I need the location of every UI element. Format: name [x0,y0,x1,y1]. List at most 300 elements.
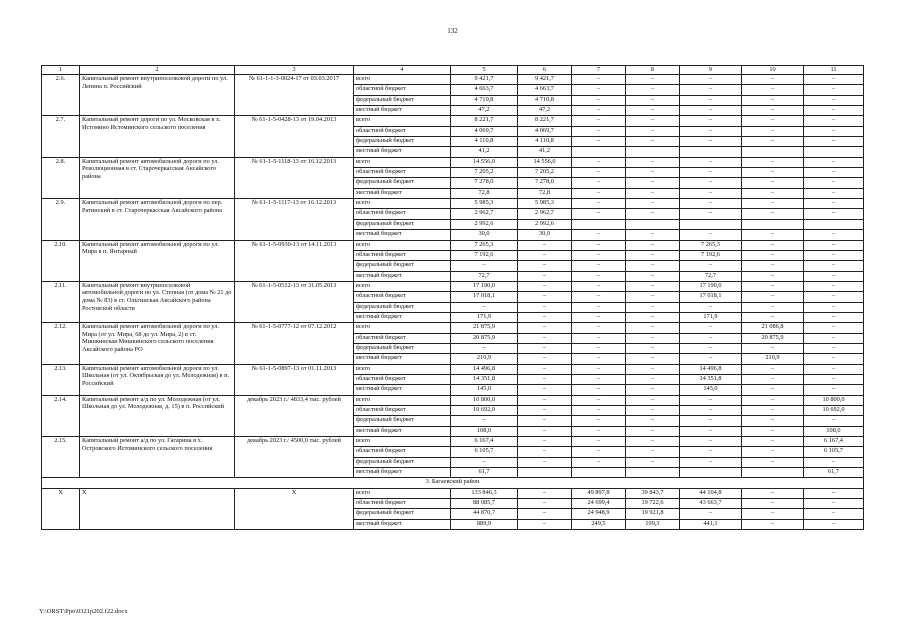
amount-cell: – [742,250,804,260]
section-row [42,478,864,488]
amount-cell: 441,1 [680,519,742,529]
amount-cell: – [742,240,804,250]
amount-cell: – [804,519,864,529]
document-ref: № 61-1-5-1118-13 от 16.12.2013 [235,157,354,198]
amount-cell: – [742,209,804,219]
amount-cell: – [742,364,804,374]
document-ref: декабрь 2023 г./ 4500,0 тыс. рублей [235,437,354,478]
amount-cell: 30,0 [518,230,572,240]
object-name: Капитальный ремонт а/д по ул. Гагарина в х. Островского Истоминского сельского поселения [80,437,235,478]
funding-source: местный бюджет [354,106,451,116]
amount-cell: – [742,178,804,188]
funding-source: местный бюджет [354,354,451,364]
amount-cell: – [680,416,742,426]
amount-cell: – [742,395,804,405]
amount-cell: 6 105,7 [804,447,864,457]
amount-cell: – [626,271,680,281]
amount-cell: – [742,406,804,416]
amount-cell: – [572,199,626,209]
amount-cell: – [518,302,572,312]
amount-cell: – [518,271,572,281]
amount-cell [742,468,804,478]
amount-cell: – [680,447,742,457]
object-name: Х [80,488,235,529]
amount-cell: – [451,416,518,426]
item-number: 2.15. [42,437,80,478]
amount-cell: – [742,374,804,384]
amount-cell: – [804,75,864,85]
amount-cell: – [804,137,864,147]
funding-source: всего [354,75,451,85]
amount-cell: – [680,168,742,178]
funding-source: областной бюджет [354,250,451,260]
amount-cell: – [804,343,864,353]
funding-source: всего [354,116,451,126]
amount-cell: – [742,75,804,85]
amount-cell: 6 167,4 [451,437,518,447]
amount-cell [518,468,572,478]
amount-cell: – [518,323,572,333]
header-row [42,66,864,75]
amount-cell: – [680,261,742,271]
amount-cell: – [804,281,864,291]
funding-source: областной бюджет [354,499,451,509]
amount-cell: – [626,85,680,95]
amount-cell: – [451,343,518,353]
funding-source: федеральный бюджет [354,302,451,312]
amount-cell: – [804,209,864,219]
funding-source: всего [354,364,451,374]
amount-cell: – [742,106,804,116]
funding-source: местный бюджет [354,312,451,322]
item-number: 2.9. [42,199,80,240]
amount-cell: – [626,126,680,136]
document-ref: № 61-1-5-0897-13 от 01.11.2013 [235,364,354,395]
amount-cell: 39 843,7 [626,488,680,498]
amount-cell: – [680,95,742,105]
amount-cell: 72,8 [451,188,518,198]
document-ref: № 61-1-5-0512-13 от 31.05.2013 [235,281,354,322]
amount-cell: 17 018,1 [680,292,742,302]
amount-cell: – [804,364,864,374]
amount-cell: 24 948,9 [572,509,626,519]
amount-cell: 7 205,2 [518,168,572,178]
amount-cell: 72,7 [680,271,742,281]
amount-cell: 10 800,0 [451,395,518,405]
amount-cell: – [572,261,626,271]
amount-cell: 210,9 [451,354,518,364]
column-header: 9 [680,66,742,75]
amount-cell [680,147,742,157]
amount-cell: 19 722,6 [626,499,680,509]
amount-cell: – [572,281,626,291]
amount-cell [572,219,626,229]
amount-cell: – [804,230,864,240]
amount-cell: – [804,271,864,281]
funding-source: областной бюджет [354,406,451,416]
item-number: 2.6. [42,75,80,116]
amount-cell: 7 192,6 [451,250,518,260]
funding-source: всего [354,157,451,167]
amount-cell [742,147,804,157]
amount-cell: – [572,271,626,281]
amount-cell: 7 265,3 [680,240,742,250]
amount-cell: – [680,75,742,85]
amount-cell [626,468,680,478]
funding-source: федеральный бюджет [354,343,451,353]
amount-cell [804,147,864,157]
amount-cell: 41,2 [518,147,572,157]
amount-cell: 2 992,6 [451,219,518,229]
amount-cell: – [742,385,804,395]
amount-cell: – [742,519,804,529]
amount-cell: – [742,126,804,136]
amount-cell: 17 190,0 [680,281,742,291]
amount-cell: 2 962,7 [451,209,518,219]
amount-cell: – [572,188,626,198]
amount-cell: – [804,292,864,302]
amount-cell: 171,9 [451,312,518,322]
amount-cell: – [742,230,804,240]
funding-source: местный бюджет [354,426,451,436]
amount-cell: – [742,137,804,147]
amount-cell: – [804,178,864,188]
object-name: Капитальный ремонт автомобильной дороги по ул. Школьная (от ул. Октябрьская до ул. Молодежная) в п. Российский [80,364,235,395]
amount-cell: – [518,499,572,509]
column-header: 4 [354,66,451,75]
amount-cell: – [626,230,680,240]
amount-cell: – [742,168,804,178]
amount-cell: – [680,457,742,467]
amount-cell: – [626,75,680,85]
amount-cell: – [626,343,680,353]
table-row [42,323,864,333]
table-row [42,437,864,447]
amount-cell: 108,0 [451,426,518,436]
amount-cell: – [572,426,626,436]
funding-source: всего [354,323,451,333]
amount-cell: 88 085,7 [451,499,518,509]
amount-cell: 21 086,8 [742,323,804,333]
amount-cell: – [626,209,680,219]
funding-source: областной бюджет [354,85,451,95]
amount-cell: – [626,281,680,291]
amount-cell: – [804,85,864,95]
table-row [42,240,864,250]
funding-source: федеральный бюджет [354,178,451,188]
amount-cell: – [518,488,572,498]
amount-cell: – [572,116,626,126]
funding-table [41,65,864,530]
amount-cell: 72,7 [451,271,518,281]
amount-cell: – [804,199,864,209]
amount-cell: 249,5 [572,519,626,529]
amount-cell: 14 556,0 [451,157,518,167]
amount-cell: – [680,85,742,95]
amount-cell: 7 205,2 [451,168,518,178]
amount-cell: 41,2 [451,147,518,157]
amount-cell: – [804,499,864,509]
amount-cell: – [626,323,680,333]
amount-cell: – [572,157,626,167]
amount-cell: 2 962,7 [518,209,572,219]
amount-cell: – [572,416,626,426]
amount-cell: – [804,312,864,322]
page-number: 132 [447,27,458,35]
column-header: 10 [742,66,804,75]
funding-source: местный бюджет [354,188,451,198]
amount-cell: – [626,292,680,302]
amount-cell: – [742,261,804,271]
amount-cell: 2 992,6 [518,219,572,229]
amount-cell: – [742,312,804,322]
amount-cell: – [518,385,572,395]
funding-source: местный бюджет [354,385,451,395]
amount-cell: 133 846,3 [451,488,518,498]
amount-cell: 10 692,0 [451,406,518,416]
amount-cell: 43 663,7 [680,499,742,509]
amount-cell: – [572,437,626,447]
amount-cell: 4 110,8 [518,137,572,147]
item-number: 2.8. [42,157,80,198]
amount-cell: 14 351,8 [680,374,742,384]
funding-source: местный бюджет [354,147,451,157]
amount-cell: 4 663,7 [451,85,518,95]
amount-cell: – [742,416,804,426]
amount-cell: – [680,302,742,312]
object-name: Капитальный ремонт внутрипоселковой дороги по ул. Ленина п. Российский [80,75,235,116]
amount-cell: – [626,354,680,364]
column-header: 7 [572,66,626,75]
amount-cell: 889,9 [451,519,518,529]
amount-cell: – [680,178,742,188]
amount-cell [680,468,742,478]
section-title: 3. Багаевский район [42,478,864,488]
amount-cell: 4 663,7 [518,85,572,95]
amount-cell [742,219,804,229]
amount-cell: 199,3 [626,519,680,529]
funding-source: областной бюджет [354,292,451,302]
amount-cell: – [518,457,572,467]
amount-cell: 61,7 [451,468,518,478]
column-header: 2 [80,66,235,75]
amount-cell: 108,0 [804,426,864,436]
amount-cell: – [451,302,518,312]
amount-cell: – [518,292,572,302]
document-ref: № 61-1-5-1117-13 от 16.12.2013 [235,199,354,240]
amount-cell: – [680,333,742,343]
amount-cell: – [518,261,572,271]
amount-cell: – [804,126,864,136]
amount-cell: – [742,157,804,167]
amount-cell: – [804,333,864,343]
amount-cell: 17 190,0 [451,281,518,291]
amount-cell: – [742,437,804,447]
amount-cell: 4 710,8 [518,95,572,105]
amount-cell: – [572,250,626,260]
amount-cell: 4 110,8 [451,137,518,147]
amount-cell: – [626,426,680,436]
amount-cell: – [572,126,626,136]
amount-cell: 9 421,7 [451,75,518,85]
funding-source: всего [354,199,451,209]
amount-cell: – [680,106,742,116]
amount-cell: – [626,188,680,198]
funding-source: всего [354,488,451,498]
amount-cell: – [804,168,864,178]
amount-cell: – [572,323,626,333]
amount-cell: – [626,457,680,467]
table-row [42,199,864,209]
amount-cell: – [572,240,626,250]
amount-cell: 61,7 [804,468,864,478]
funding-source: областной бюджет [354,374,451,384]
amount-cell: 72,8 [518,188,572,198]
amount-cell: – [680,323,742,333]
amount-cell: – [626,447,680,457]
document-ref: № 61-1-5-0428-13 от 19.04.2013 [235,116,354,157]
amount-cell: – [680,509,742,519]
amount-cell: – [804,457,864,467]
funding-source: всего [354,437,451,447]
amount-cell: – [804,188,864,198]
amount-cell: – [518,509,572,519]
document-ref: Х [235,488,354,529]
amount-cell: 7 278,0 [451,178,518,188]
funding-source: областной бюджет [354,333,451,343]
amount-cell: 14 556,0 [518,157,572,167]
object-name: Капитальный ремонт автомобильной дороги по ул. Мира в п. Янтарный [80,240,235,281]
funding-source: федеральный бюджет [354,95,451,105]
funding-source: всего [354,281,451,291]
amount-cell: – [451,261,518,271]
amount-cell: 14 496,8 [680,364,742,374]
amount-cell: – [572,374,626,384]
amount-cell: – [518,519,572,529]
table-row [42,281,864,291]
amount-cell: – [572,178,626,188]
amount-cell: – [626,302,680,312]
amount-cell: 17 018,1 [451,292,518,302]
amount-cell: – [572,385,626,395]
amount-cell: – [518,343,572,353]
amount-cell: – [626,416,680,426]
amount-cell: – [742,95,804,105]
funding-source: федеральный бюджет [354,457,451,467]
amount-cell: – [804,354,864,364]
amount-cell: – [742,85,804,95]
table-row [42,75,864,85]
amount-cell: – [572,75,626,85]
amount-cell: – [572,106,626,116]
column-header: 6 [518,66,572,75]
amount-cell: 4 710,8 [451,95,518,105]
amount-cell: – [680,209,742,219]
amount-cell: – [742,199,804,209]
amount-cell: 20 875,9 [742,333,804,343]
amount-cell: – [518,312,572,322]
amount-cell: – [804,116,864,126]
object-name: Капитальный ремонт автомобильной дороги по ул. Революционная в ст. Старочеркасская Аксайского района [80,157,235,198]
column-header: 8 [626,66,680,75]
amount-cell: – [804,261,864,271]
amount-cell [572,147,626,157]
amount-cell: 20 875,9 [451,333,518,343]
amount-cell: – [626,406,680,416]
funding-source: местный бюджет [354,271,451,281]
amount-cell [804,219,864,229]
column-header: 5 [451,66,518,75]
amount-cell: – [680,395,742,405]
amount-cell: – [626,395,680,405]
amount-cell: – [518,426,572,436]
amount-cell: – [742,116,804,126]
amount-cell: – [742,188,804,198]
amount-cell: – [680,126,742,136]
amount-cell: – [626,312,680,322]
amount-cell: – [572,343,626,353]
table-row [42,395,864,405]
amount-cell: – [518,406,572,416]
funding-source: областной бюджет [354,126,451,136]
item-number: 2.10. [42,240,80,281]
amount-cell: – [804,509,864,519]
amount-cell: – [680,406,742,416]
amount-cell: – [680,343,742,353]
amount-cell: 14 496,8 [451,364,518,374]
file-path-footer: Y:\ORST\Ppo\0321p202.f22.docx [39,608,128,615]
amount-cell: – [804,250,864,260]
amount-cell: 9 421,7 [518,75,572,85]
amount-cell: 8 221,7 [451,116,518,126]
amount-cell: – [572,457,626,467]
amount-cell: – [680,188,742,198]
column-header: 1 [42,66,80,75]
object-name: Капитальный ремонт автомобильной дороги по ул. Мира (от ул. Мира, 68 до ул. Мира, 2) в ст. Мишкинская Мишкинского сельского поселения Аксайского района РО [80,323,235,364]
amount-cell: – [804,106,864,116]
amount-cell: 44 104,8 [680,488,742,498]
amount-cell: 49 897,8 [572,488,626,498]
amount-cell: – [572,137,626,147]
amount-cell: – [626,261,680,271]
amount-cell: – [572,292,626,302]
document-ref: № 61-1-5-0930-13 от 14.11.2013 [235,240,354,281]
amount-cell: – [742,292,804,302]
column-header: 3 [235,66,354,75]
amount-cell: – [518,437,572,447]
amount-cell: – [626,95,680,105]
amount-cell: – [626,178,680,188]
amount-cell: – [680,426,742,436]
amount-cell [572,468,626,478]
amount-cell: – [572,302,626,312]
amount-cell: 6 167,4 [804,437,864,447]
funding-source: местный бюджет [354,468,451,478]
amount-cell: – [518,240,572,250]
amount-cell: – [680,437,742,447]
item-number: 2.7. [42,116,80,157]
amount-cell: – [572,95,626,105]
table-row [42,116,864,126]
amount-cell: – [518,354,572,364]
amount-cell: – [626,240,680,250]
amount-cell: – [804,488,864,498]
amount-cell: – [626,199,680,209]
amount-cell: – [451,457,518,467]
funding-source: местный бюджет [354,230,451,240]
item-number: 2.11. [42,281,80,322]
object-name: Капитальный ремонт дороги по ул. Московская в х. Истомино Истоминского сельского поселения [80,116,235,157]
